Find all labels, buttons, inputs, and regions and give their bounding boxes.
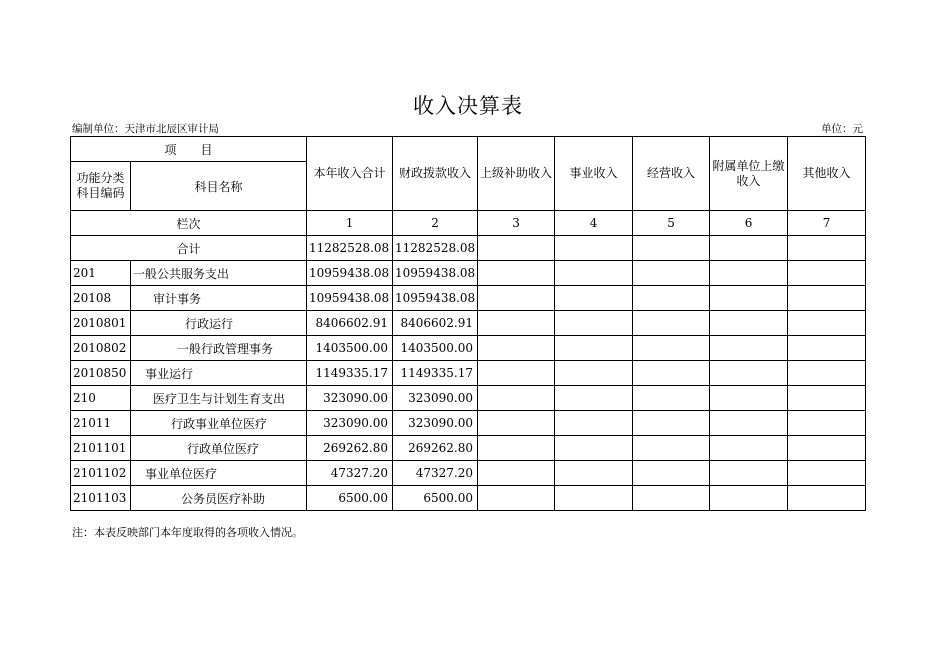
empty-cell xyxy=(555,311,633,336)
empty-cell xyxy=(788,361,866,386)
total-value: 11282528.08 xyxy=(393,236,478,261)
header-col-3: 上级补助收入 xyxy=(478,137,555,211)
table-row xyxy=(71,461,866,486)
row-code: 2101103 xyxy=(71,486,131,511)
empty-cell xyxy=(478,336,555,361)
org-label: 编制单位：天津市北辰区审计局 xyxy=(72,123,219,135)
header-project: 项 目 xyxy=(71,137,307,162)
empty-cell xyxy=(788,411,866,436)
empty-cell xyxy=(633,311,710,336)
row-code: 21011 xyxy=(71,411,131,436)
empty-cell xyxy=(788,386,866,411)
index-label: 栏次 xyxy=(71,211,307,236)
empty-cell xyxy=(478,236,555,261)
row-value: 47327.20 xyxy=(307,461,393,486)
row-name: 事业单位医疗 xyxy=(131,461,307,486)
header-col-7: 其他收入 xyxy=(788,137,866,211)
index-num: 4 xyxy=(555,211,633,236)
empty-cell xyxy=(788,286,866,311)
row-value: 47327.20 xyxy=(393,461,478,486)
table-row xyxy=(71,486,866,511)
header-name: 科目名称 xyxy=(131,162,307,211)
empty-cell xyxy=(788,261,866,286)
empty-cell xyxy=(633,411,710,436)
empty-cell xyxy=(633,486,710,511)
row-name: 审计事务 xyxy=(131,286,307,311)
row-name: 行政运行 xyxy=(131,311,307,336)
empty-cell xyxy=(633,236,710,261)
total-value: 11282528.08 xyxy=(307,236,393,261)
header-code: 功能分类科目编码 xyxy=(71,162,131,211)
empty-cell xyxy=(478,411,555,436)
empty-cell xyxy=(478,461,555,486)
row-name: 行政单位医疗 xyxy=(131,436,307,461)
empty-cell xyxy=(555,361,633,386)
empty-cell xyxy=(788,461,866,486)
empty-cell xyxy=(710,461,788,486)
row-value: 269262.80 xyxy=(393,436,478,461)
row-code: 2010802 xyxy=(71,336,131,361)
empty-cell xyxy=(710,486,788,511)
empty-cell xyxy=(633,436,710,461)
index-num: 7 xyxy=(788,211,866,236)
index-num: 3 xyxy=(478,211,555,236)
empty-cell xyxy=(788,311,866,336)
row-value: 10959438.08 xyxy=(393,261,478,286)
footnote: 注：本表反映部门本年度取得的各项收入情况。 xyxy=(72,526,303,539)
empty-cell xyxy=(555,411,633,436)
table-row xyxy=(71,436,866,461)
table-row xyxy=(71,261,866,286)
empty-cell xyxy=(478,486,555,511)
index-num: 1 xyxy=(307,211,393,236)
empty-cell xyxy=(710,411,788,436)
empty-cell xyxy=(555,236,633,261)
empty-cell xyxy=(710,286,788,311)
empty-cell xyxy=(478,386,555,411)
row-code: 201 xyxy=(71,261,131,286)
unit-label: 单位：元 xyxy=(821,123,863,135)
empty-cell xyxy=(633,261,710,286)
row-name: 行政事业单位医疗 xyxy=(131,411,307,436)
table-row xyxy=(71,286,866,311)
empty-cell xyxy=(478,436,555,461)
empty-cell xyxy=(788,236,866,261)
empty-cell xyxy=(478,286,555,311)
row-code: 2010850 xyxy=(71,361,131,386)
empty-cell xyxy=(555,436,633,461)
empty-cell xyxy=(555,286,633,311)
total-row xyxy=(71,236,866,261)
row-value: 1149335.17 xyxy=(307,361,393,386)
row-code: 2010801 xyxy=(71,311,131,336)
header-col-4: 事业收入 xyxy=(555,137,633,211)
row-name: 一般行政管理事务 xyxy=(131,336,307,361)
empty-cell xyxy=(633,461,710,486)
row-value: 10959438.08 xyxy=(393,286,478,311)
row-name: 事业运行 xyxy=(131,361,307,386)
empty-cell xyxy=(555,461,633,486)
page-title: 收入决算表 xyxy=(413,94,523,118)
row-value: 10959438.08 xyxy=(307,261,393,286)
empty-cell xyxy=(710,386,788,411)
row-value: 10959438.08 xyxy=(307,286,393,311)
empty-cell xyxy=(788,486,866,511)
empty-cell xyxy=(633,286,710,311)
index-num: 2 xyxy=(393,211,478,236)
index-num: 6 xyxy=(710,211,788,236)
empty-cell xyxy=(555,386,633,411)
empty-cell xyxy=(788,336,866,361)
empty-cell xyxy=(633,361,710,386)
empty-cell xyxy=(710,436,788,461)
header-col-1: 本年收入合计 xyxy=(307,137,393,211)
header-col-5: 经营收入 xyxy=(633,137,710,211)
empty-cell xyxy=(478,311,555,336)
row-value: 8406602.91 xyxy=(307,311,393,336)
table-row xyxy=(71,361,866,386)
row-value: 6500.00 xyxy=(393,486,478,511)
empty-cell xyxy=(710,361,788,386)
table-row xyxy=(71,386,866,411)
row-value: 6500.00 xyxy=(307,486,393,511)
empty-cell xyxy=(555,336,633,361)
empty-cell xyxy=(710,336,788,361)
row-value: 1403500.00 xyxy=(393,336,478,361)
row-name: 一般公共服务支出 xyxy=(131,261,307,286)
empty-cell xyxy=(478,261,555,286)
empty-cell xyxy=(633,386,710,411)
empty-cell xyxy=(710,311,788,336)
index-row xyxy=(71,211,866,236)
empty-cell xyxy=(710,236,788,261)
empty-cell xyxy=(633,336,710,361)
row-value: 323090.00 xyxy=(393,411,478,436)
row-name: 医疗卫生与计划生育支出 xyxy=(131,386,307,411)
header-col-6: 附属单位上缴收入 xyxy=(710,137,788,211)
empty-cell xyxy=(710,261,788,286)
index-num: 5 xyxy=(633,211,710,236)
row-value: 269262.80 xyxy=(307,436,393,461)
row-value: 1403500.00 xyxy=(307,336,393,361)
row-name: 公务员医疗补助 xyxy=(131,486,307,511)
row-code: 2101102 xyxy=(71,461,131,486)
table-row xyxy=(71,411,866,436)
table-row xyxy=(71,311,866,336)
empty-cell xyxy=(555,261,633,286)
row-value: 323090.00 xyxy=(393,386,478,411)
row-value: 323090.00 xyxy=(307,386,393,411)
table-row xyxy=(71,336,866,361)
header-col-2: 财政拨款收入 xyxy=(393,137,478,211)
row-value: 1149335.17 xyxy=(393,361,478,386)
income-table xyxy=(70,136,866,511)
row-code: 2101101 xyxy=(71,436,131,461)
empty-cell xyxy=(478,361,555,386)
empty-cell xyxy=(555,486,633,511)
empty-cell xyxy=(788,436,866,461)
row-value: 8406602.91 xyxy=(393,311,478,336)
row-code: 20108 xyxy=(71,286,131,311)
row-value: 323090.00 xyxy=(307,411,393,436)
row-code: 210 xyxy=(71,386,131,411)
total-label: 合计 xyxy=(71,236,307,261)
